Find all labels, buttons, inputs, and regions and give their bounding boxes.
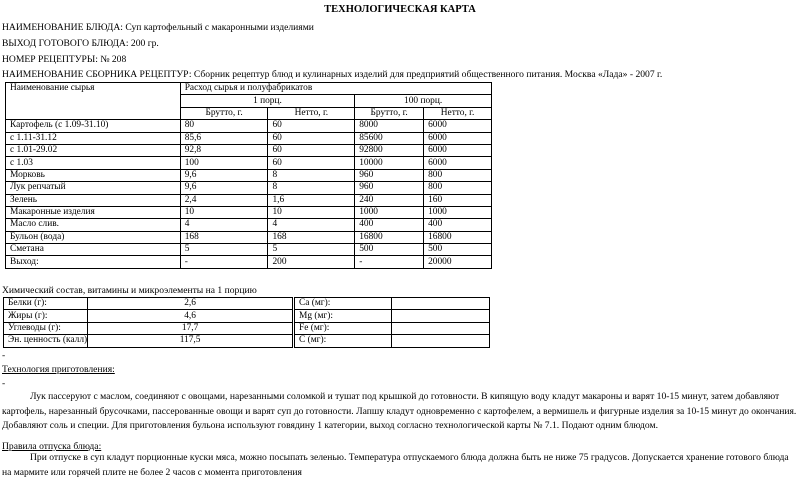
ingredient-n1: 60 bbox=[268, 157, 355, 169]
table-row bbox=[295, 298, 490, 310]
nutrient-value bbox=[391, 310, 489, 322]
nutrient-value: 2,6 bbox=[88, 298, 293, 310]
dish-name: НАИМЕНОВАНИЕ БЛЮДА: Суп картофельный с макаронными изделиями bbox=[2, 22, 314, 33]
nutrient-label: Са (мг): bbox=[295, 298, 392, 310]
ingredient-name: с 1.01-29.02 bbox=[6, 144, 181, 156]
ingredient-b100: 92800 bbox=[355, 144, 424, 156]
ingredient-n100: 6000 bbox=[424, 120, 492, 132]
ingredient-name: Бульон (вода) bbox=[6, 231, 181, 243]
ingredient-name: Масло слив. bbox=[6, 219, 181, 231]
nutrient-value bbox=[391, 335, 489, 347]
ingredient-name: Зелень bbox=[6, 194, 181, 206]
ingredient-n100: 6000 bbox=[424, 157, 492, 169]
table-row bbox=[295, 322, 490, 334]
ingredient-b100: 16800 bbox=[355, 231, 424, 243]
ingredient-b100: 1000 bbox=[355, 206, 424, 218]
ingredient-n100: 6000 bbox=[424, 144, 492, 156]
ingredient-b100: 10000 bbox=[355, 157, 424, 169]
header-consumption: Расход сырья и полуфабрикатов bbox=[180, 83, 491, 95]
table-row bbox=[6, 120, 492, 132]
ingredient-n1: 60 bbox=[268, 132, 355, 144]
table-row bbox=[4, 310, 293, 322]
table-row bbox=[6, 169, 492, 181]
ingredient-n100: 6000 bbox=[424, 132, 492, 144]
recipe-number: НОМЕР РЕЦЕПТУРЫ: № 208 bbox=[2, 54, 127, 65]
table-row bbox=[6, 256, 492, 268]
header-name: Наименование сырья bbox=[6, 83, 181, 120]
dash-marker: - bbox=[2, 350, 6, 361]
ingredient-b100: 85600 bbox=[355, 132, 424, 144]
ingredient-b100: - bbox=[355, 256, 424, 268]
ingredient-n1: 8 bbox=[268, 182, 355, 194]
technology-heading: Технология приготовления: bbox=[2, 364, 115, 375]
ingredient-name: с 1.03 bbox=[6, 157, 181, 169]
ingredient-n1: 168 bbox=[268, 231, 355, 243]
ingredient-n1: 4 bbox=[268, 219, 355, 231]
ingredient-b100: 8000 bbox=[355, 120, 424, 132]
ingredient-n1: 10 bbox=[268, 206, 355, 218]
ingredient-b1: 80 bbox=[180, 120, 268, 132]
recipe-collection: НАИМЕНОВАНИЕ СБОРНИКА РЕЦЕПТУР: Сборник рецептур блюд и кулинарных изделий для предприятий общественного питания. Москва «Лада» - 2007 г. bbox=[2, 69, 663, 80]
ingredient-n1: 5 bbox=[268, 244, 355, 256]
table-row bbox=[6, 144, 492, 156]
header-netto-100: Нетто, г. bbox=[424, 107, 492, 119]
ingredient-b1: - bbox=[180, 256, 268, 268]
header-one-portion: 1 порц. bbox=[180, 95, 355, 107]
table-row bbox=[295, 310, 490, 322]
table-row bbox=[4, 298, 293, 310]
ingredient-n1: 60 bbox=[268, 144, 355, 156]
raw-materials-table bbox=[5, 82, 492, 269]
table-row bbox=[295, 335, 490, 347]
ingredient-n100: 500 bbox=[424, 244, 492, 256]
table-row bbox=[6, 132, 492, 144]
document-title: ТЕХНОЛОГИЧЕСКАЯ КАРТА bbox=[324, 4, 476, 15]
table-row bbox=[6, 244, 492, 256]
ingredient-b1: 168 bbox=[180, 231, 268, 243]
chem-caption: Химический состав, витамины и микроэлементы на 1 порцию bbox=[2, 285, 257, 296]
dash-marker: - bbox=[2, 378, 6, 389]
nutrient-value bbox=[391, 322, 489, 334]
nutrient-value: 17,7 bbox=[88, 322, 293, 334]
ingredient-name: Морковь bbox=[6, 169, 181, 181]
nutrient-value bbox=[391, 298, 489, 310]
nutrient-label: Жиры (г): bbox=[4, 310, 88, 322]
nutrient-label: Mg (мг): bbox=[295, 310, 392, 322]
nutrient-label: Эн. ценность (калл) bbox=[4, 335, 88, 347]
ingredient-b1: 5 bbox=[180, 244, 268, 256]
table-row bbox=[6, 206, 492, 218]
table-row bbox=[6, 219, 492, 231]
ingredient-b1: 4 bbox=[180, 219, 268, 231]
dish-yield: ВЫХОД ГОТОВОГО БЛЮДА: 200 гр. bbox=[2, 38, 159, 49]
table-row bbox=[6, 182, 492, 194]
ingredient-n100: 800 bbox=[424, 182, 492, 194]
table-row bbox=[4, 322, 293, 334]
ingredient-name: Макаронные изделия bbox=[6, 206, 181, 218]
ingredient-b1: 2,4 bbox=[180, 194, 268, 206]
ingredient-n100: 160 bbox=[424, 194, 492, 206]
nutrient-label: С (мг): bbox=[295, 335, 392, 347]
ingredient-name: Сметана bbox=[6, 244, 181, 256]
nutrient-value: 4,6 bbox=[88, 310, 293, 322]
ingredient-n1: 1,6 bbox=[268, 194, 355, 206]
ingredient-name: Картофель (с 1.09-31.10) bbox=[6, 120, 181, 132]
chem-left-table bbox=[3, 297, 293, 348]
ingredient-n100: 800 bbox=[424, 169, 492, 181]
nutrient-label: Углеводы (г): bbox=[4, 322, 88, 334]
ingredient-b1: 9,6 bbox=[180, 182, 268, 194]
ingredient-b1: 85,6 bbox=[180, 132, 268, 144]
ingredient-n1: 8 bbox=[268, 169, 355, 181]
nutrient-label: Fe (мг): bbox=[295, 322, 392, 334]
header-brutto-100: Брутто, г. bbox=[355, 107, 424, 119]
ingredient-n100: 400 bbox=[424, 219, 492, 231]
ingredient-b1: 9,6 bbox=[180, 169, 268, 181]
header-brutto-1: Брутто, г. bbox=[180, 107, 268, 119]
ingredient-n1: 200 bbox=[268, 256, 355, 268]
ingredient-b1: 100 bbox=[180, 157, 268, 169]
ingredient-b100: 240 bbox=[355, 194, 424, 206]
table-row bbox=[6, 194, 492, 206]
chem-right-table bbox=[294, 297, 490, 348]
nutrient-value: 117,5 bbox=[88, 335, 293, 347]
technology-text: Лук пассеруют с маслом, соединяют с овощами, нарезанными соломкой и тушат под крышкой до готовности. В кипящую воду кладут макароны и варят 10-15 минут, затем добавляют картофель, нарезанный брусочками, пассерованные овощи и варят суп до готовности. Лапшу кладут одновременно с картофелем, а вермишель и фигурные изделия за 10-15 минут до окончания. Добавляют соль и специи. Для приготовления бульона используют говядину 1 категории, выход согласно технологической карты № 7.1. Подают одним блюдом. bbox=[2, 391, 797, 431]
ingredient-n100: 20000 bbox=[424, 256, 492, 268]
ingredient-n1: 60 bbox=[268, 120, 355, 132]
table-row bbox=[6, 231, 492, 243]
table-row bbox=[6, 157, 492, 169]
header-hundred-portions: 100 порц. bbox=[355, 95, 492, 107]
header-netto-1: Нетто, г. bbox=[268, 107, 355, 119]
ingredient-b100: 960 bbox=[355, 182, 424, 194]
ingredient-b1: 10 bbox=[180, 206, 268, 218]
ingredient-b1: 92,8 bbox=[180, 144, 268, 156]
ingredient-name: Выход: bbox=[6, 256, 181, 268]
ingredient-b100: 400 bbox=[355, 219, 424, 231]
ingredient-b100: 500 bbox=[355, 244, 424, 256]
nutrient-label: Белки (г): bbox=[4, 298, 88, 310]
ingredient-name: Лук репчатый bbox=[6, 182, 181, 194]
serving-text: При отпуске в суп кладут порционные куски мяса, можно посыпать зеленью. Температура отпускаемого блюда должна быть не ниже 75 градусов. Допускается хранение готового блюда на мармите или горячей плите не более 2 часов с момента приготовления bbox=[2, 452, 789, 478]
serving-heading: Правила отпуска блюда: bbox=[2, 441, 102, 452]
table-row bbox=[4, 335, 293, 347]
ingredient-b100: 960 bbox=[355, 169, 424, 181]
ingredient-n100: 16800 bbox=[424, 231, 492, 243]
ingredient-name: с 1.11-31.12 bbox=[6, 132, 181, 144]
ingredient-n100: 1000 bbox=[424, 206, 492, 218]
